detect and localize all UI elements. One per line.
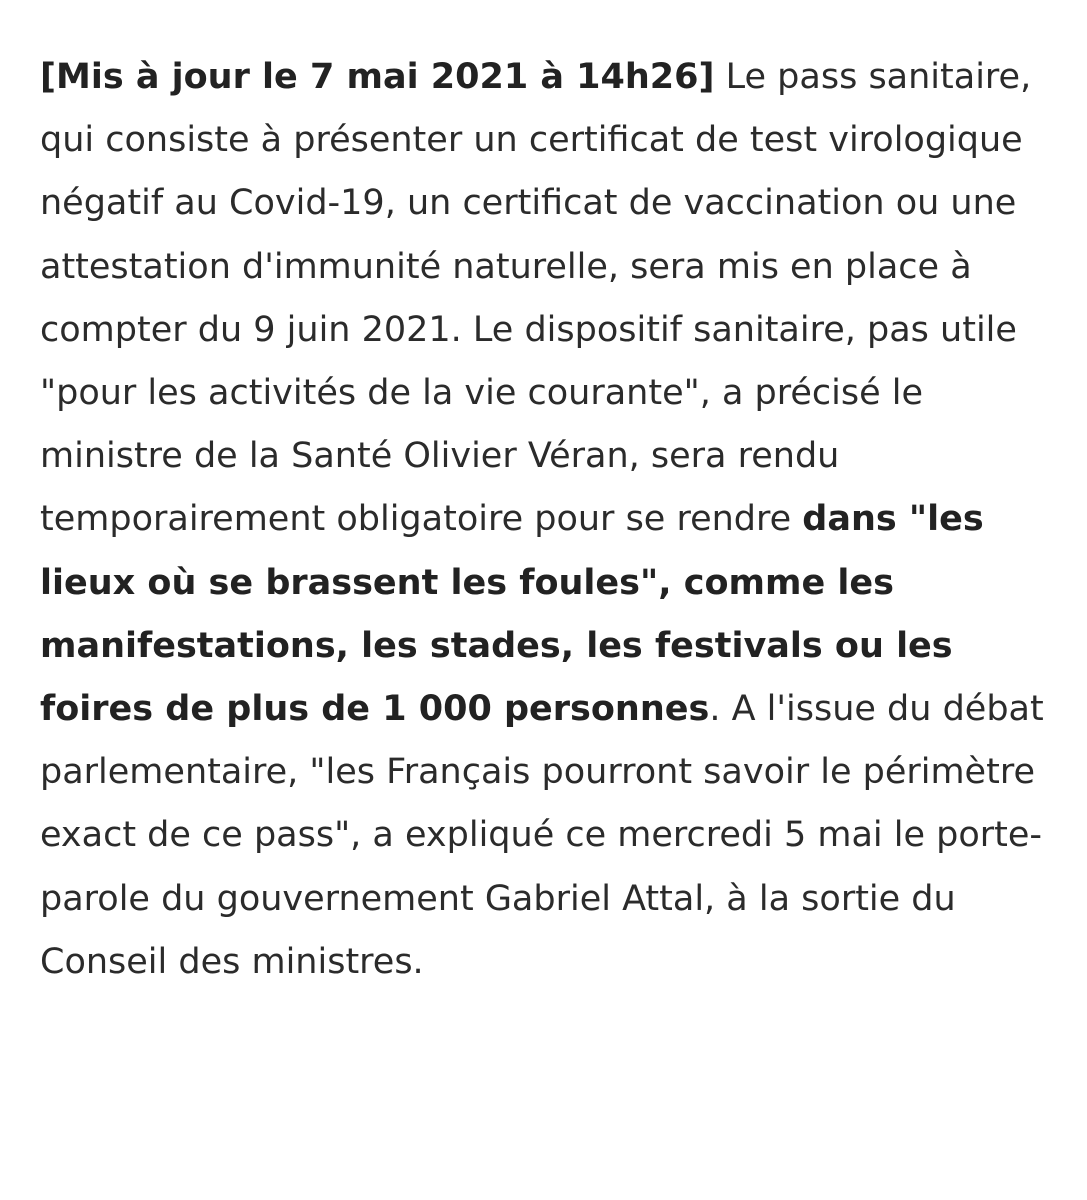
article-paragraph [40,46,1045,994]
paragraph-text-intro: Le pass sanitaire, qui consiste à présenter un certificat de test virologique négatif au Covid-19, un certificat de vaccination ou une attestation d'immunité naturelle, sera mis en place à compter du 9 juin 2021. Le dispositif sanitaire, pas utile "pour les activités de la vie courante", a précisé le ministre de la Santé Olivier Véran, sera rendu temporairement obligatoire pour se rendre [40,57,1032,540]
update-timestamp: [Mis à jour le 7 mai 2021 à 14h26] [40,57,715,97]
article-body [40,46,1045,994]
paragraph-text-outro: . A l'issue du débat parlementaire, "les Français pourront savoir le périmètre exact de ce pass", a expliqué ce mercredi 5 mai le porte-parole du gouvernement Gabriel Attal, à la sortie du Conseil des ministres. [40,689,1044,982]
emphasis-text: dans "les lieux où se brassent les foules", comme les manifestations, les stades, les festivals ou les foires de plus de 1 000 personnes [40,499,984,730]
